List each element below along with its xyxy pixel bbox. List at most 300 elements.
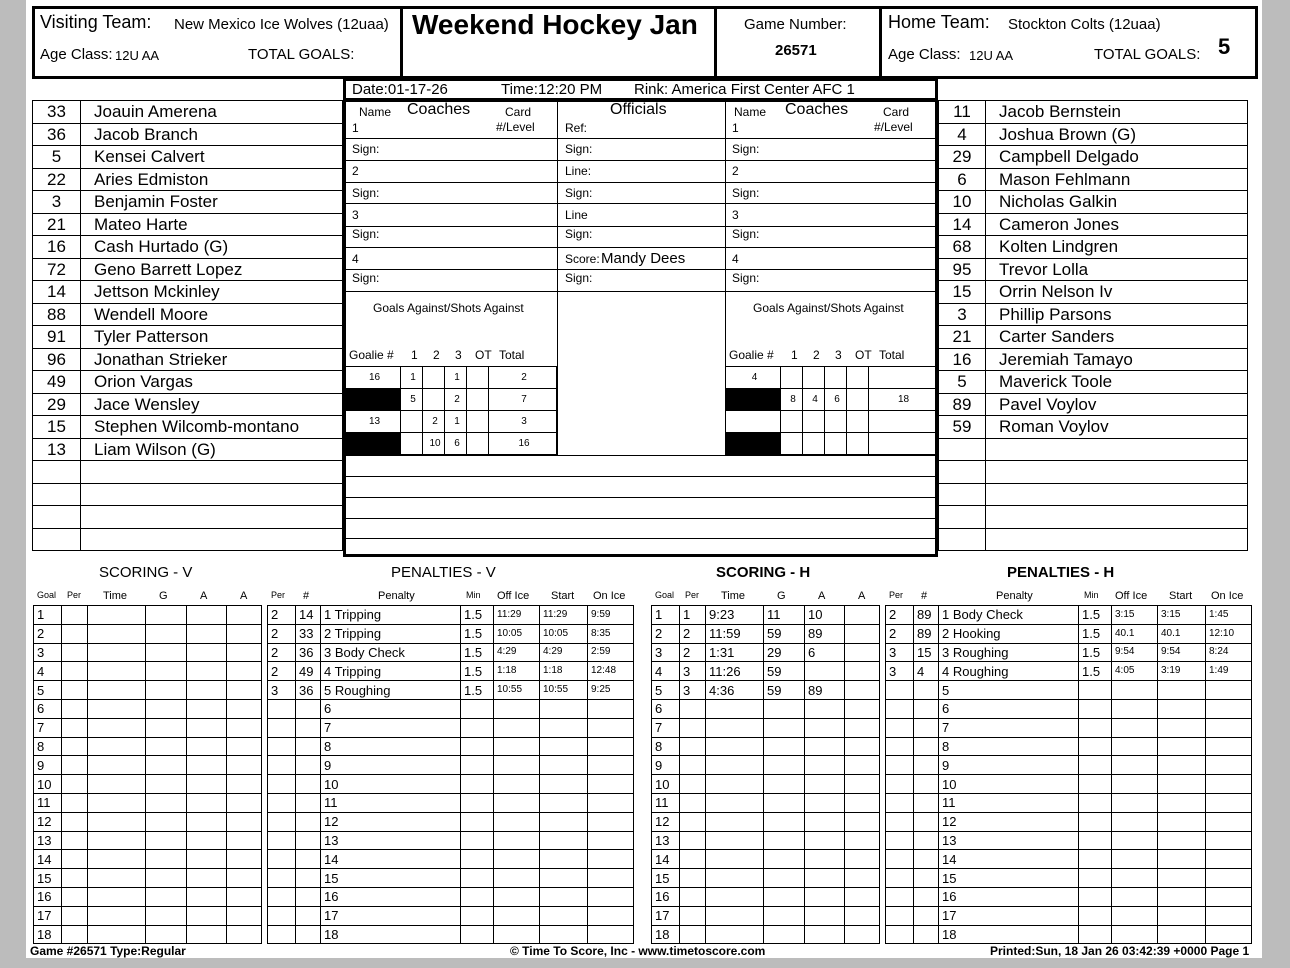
player-number: 22 bbox=[33, 168, 81, 191]
table-row bbox=[34, 831, 262, 850]
column-header: Per bbox=[685, 590, 700, 600]
on-ice bbox=[588, 906, 634, 925]
assist-1 bbox=[805, 906, 845, 925]
goal-scorer bbox=[764, 737, 805, 756]
table-row bbox=[268, 643, 634, 662]
period bbox=[886, 756, 914, 775]
table-row bbox=[268, 606, 634, 625]
player-number: 4 bbox=[939, 123, 986, 146]
roster-row bbox=[33, 123, 343, 146]
table-row bbox=[652, 624, 880, 643]
assist-2 bbox=[845, 869, 880, 888]
penalty: 10 bbox=[321, 775, 461, 794]
assist-2 bbox=[227, 737, 262, 756]
player-name: Roman Voylov bbox=[986, 416, 1248, 439]
assist-2 bbox=[845, 737, 880, 756]
table-row bbox=[268, 681, 634, 700]
roster-row bbox=[939, 393, 1248, 416]
assist-1: 89 bbox=[805, 624, 845, 643]
player-number bbox=[914, 775, 939, 794]
footer-copyright: © Time To Score, Inc - www.timetoscore.com bbox=[510, 944, 766, 958]
player-name bbox=[986, 506, 1248, 529]
table-row bbox=[886, 662, 1252, 681]
table-row bbox=[886, 869, 1252, 888]
roster-row bbox=[33, 528, 343, 551]
coach-v-3: 3 bbox=[352, 208, 359, 222]
start bbox=[1158, 850, 1206, 869]
on-ice bbox=[588, 850, 634, 869]
period: 2 bbox=[680, 624, 706, 643]
assist-1 bbox=[187, 699, 227, 718]
visiting-goals-label: TOTAL GOALS: bbox=[248, 46, 355, 63]
goalie-period-value bbox=[401, 411, 423, 433]
goalie-period-value bbox=[781, 411, 803, 433]
column-header: Goal bbox=[37, 590, 57, 600]
time bbox=[706, 793, 764, 812]
period bbox=[268, 906, 296, 925]
penalty: 6 bbox=[321, 699, 461, 718]
sign-v-1: Sign: bbox=[352, 142, 380, 156]
player-name: Geno Barrett Lopez bbox=[81, 258, 343, 281]
penalty: 9 bbox=[321, 756, 461, 775]
minutes: 1.5 bbox=[1079, 662, 1112, 681]
time: 11:59 bbox=[706, 624, 764, 643]
table-row bbox=[268, 624, 634, 643]
on-ice bbox=[588, 869, 634, 888]
assist-2 bbox=[227, 831, 262, 850]
column-header: A bbox=[818, 590, 826, 602]
player-number: 96 bbox=[33, 348, 81, 371]
goal-number: 1 bbox=[34, 606, 62, 625]
column-header: Off Ice bbox=[497, 590, 530, 602]
penalty: 3 Roughing bbox=[939, 643, 1079, 662]
goal-number: 1 bbox=[652, 606, 680, 625]
period: 2 bbox=[268, 624, 296, 643]
goalie-header-cell: OT bbox=[475, 348, 492, 362]
penalty: 7 bbox=[939, 718, 1079, 737]
player-name: Aries Edmiston bbox=[81, 168, 343, 191]
goalie-header-cell: Total bbox=[879, 348, 905, 362]
player-number bbox=[296, 925, 321, 944]
assist-1: 6 bbox=[805, 643, 845, 662]
visiting-roster bbox=[32, 100, 343, 551]
roster-row bbox=[33, 213, 343, 236]
period bbox=[886, 850, 914, 869]
goal-scorer bbox=[146, 887, 187, 906]
minutes bbox=[1079, 887, 1112, 906]
game-date: Date:01-17-26 bbox=[352, 81, 448, 98]
on-ice bbox=[1206, 699, 1252, 718]
goal-scorer bbox=[764, 793, 805, 812]
assist-1 bbox=[187, 756, 227, 775]
minutes bbox=[1079, 718, 1112, 737]
card-label-right: Card bbox=[883, 105, 910, 119]
goalie-period-value bbox=[781, 433, 803, 455]
game-number-label: Game Number: bbox=[744, 16, 847, 33]
line2-label: Line bbox=[565, 208, 588, 222]
roster-row bbox=[939, 101, 1248, 124]
goalie-header-cell: Goalie # bbox=[729, 348, 774, 362]
roster-row bbox=[33, 326, 343, 349]
assist-2 bbox=[845, 925, 880, 944]
goalie-period-value: 2 bbox=[423, 411, 445, 433]
player-number: 36 bbox=[33, 123, 81, 146]
period bbox=[268, 925, 296, 944]
roster-row bbox=[939, 146, 1248, 169]
roster-row bbox=[33, 281, 343, 304]
off-ice bbox=[494, 887, 540, 906]
period bbox=[680, 775, 706, 794]
off-ice bbox=[494, 793, 540, 812]
period bbox=[680, 906, 706, 925]
grid-line bbox=[345, 138, 936, 139]
off-ice: 4:05 bbox=[1112, 662, 1158, 681]
period: 3 bbox=[268, 681, 296, 700]
time bbox=[88, 831, 146, 850]
assist-2 bbox=[227, 681, 262, 700]
penalty: 12 bbox=[939, 812, 1079, 831]
minutes bbox=[461, 831, 494, 850]
player-name: Joauin Amerena bbox=[81, 101, 343, 124]
player-number: 15 bbox=[914, 643, 939, 662]
goalie-period-value: 10 bbox=[423, 433, 445, 455]
player-number bbox=[914, 756, 939, 775]
start bbox=[540, 812, 588, 831]
goal-scorer bbox=[146, 756, 187, 775]
period bbox=[886, 718, 914, 737]
on-ice bbox=[1206, 718, 1252, 737]
period bbox=[62, 831, 88, 850]
player-number: 33 bbox=[296, 624, 321, 643]
sign-o-2: Sign: bbox=[565, 186, 593, 200]
time bbox=[88, 718, 146, 737]
player-number: 29 bbox=[33, 393, 81, 416]
assist-2 bbox=[845, 775, 880, 794]
roster-row bbox=[939, 213, 1248, 236]
roster-row bbox=[33, 303, 343, 326]
player-number: 89 bbox=[914, 606, 939, 625]
player-name bbox=[986, 483, 1248, 506]
player-number: 59 bbox=[939, 416, 986, 439]
goalie-row bbox=[346, 433, 557, 455]
table-row bbox=[652, 737, 880, 756]
assist-1: 10 bbox=[805, 606, 845, 625]
goalie-period-value bbox=[869, 367, 936, 389]
table-row bbox=[268, 793, 634, 812]
time bbox=[706, 925, 764, 944]
roster-row bbox=[939, 348, 1248, 371]
column-header: # bbox=[303, 590, 310, 602]
assist-2 bbox=[227, 869, 262, 888]
time bbox=[88, 681, 146, 700]
goalie-number: 4 bbox=[726, 367, 781, 389]
period bbox=[62, 756, 88, 775]
penalty: 13 bbox=[321, 831, 461, 850]
assist-1 bbox=[805, 925, 845, 944]
off-ice bbox=[1112, 887, 1158, 906]
grid-line bbox=[345, 269, 936, 270]
player-name bbox=[81, 528, 343, 551]
period bbox=[62, 869, 88, 888]
goalie-period-value bbox=[423, 367, 445, 389]
assist-2 bbox=[845, 906, 880, 925]
roster-row bbox=[33, 348, 343, 371]
assist-2 bbox=[227, 718, 262, 737]
player-number: 6 bbox=[939, 168, 986, 191]
goalie-period-value: 7 bbox=[489, 389, 557, 411]
table-row bbox=[34, 643, 262, 662]
goalie-number bbox=[726, 411, 781, 433]
player-number: 49 bbox=[296, 662, 321, 681]
on-ice bbox=[1206, 887, 1252, 906]
player-number bbox=[939, 506, 986, 529]
goal-scorer bbox=[764, 906, 805, 925]
ref-label: Ref: bbox=[565, 121, 588, 135]
table-row bbox=[34, 812, 262, 831]
assist-1 bbox=[805, 756, 845, 775]
start: 3:19 bbox=[1158, 662, 1206, 681]
player-number: 72 bbox=[33, 258, 81, 281]
goal-scorer: 11 bbox=[764, 606, 805, 625]
roster-row bbox=[939, 236, 1248, 259]
goalie-header-cell: 1 bbox=[791, 348, 798, 362]
goal-scorer bbox=[764, 699, 805, 718]
goalie-row bbox=[346, 389, 557, 411]
goal-scorer: 59 bbox=[764, 681, 805, 700]
on-ice bbox=[588, 699, 634, 718]
player-name bbox=[81, 483, 343, 506]
player-number: 5 bbox=[939, 371, 986, 394]
goal-scorer bbox=[146, 662, 187, 681]
goalie-period-value: 5 bbox=[401, 389, 423, 411]
off-ice bbox=[494, 756, 540, 775]
time bbox=[706, 887, 764, 906]
scoring-v-table bbox=[33, 605, 262, 944]
on-ice: 8:24 bbox=[1206, 643, 1252, 662]
goalie-number bbox=[726, 389, 781, 411]
on-ice bbox=[588, 812, 634, 831]
roster-row bbox=[939, 258, 1248, 281]
player-number: 11 bbox=[939, 101, 986, 124]
penalty: 5 Roughing bbox=[321, 681, 461, 700]
player-name: Maverick Toole bbox=[986, 371, 1248, 394]
start bbox=[1158, 812, 1206, 831]
off-ice: 11:29 bbox=[494, 606, 540, 625]
minutes bbox=[461, 869, 494, 888]
period bbox=[680, 737, 706, 756]
penalty: 9 bbox=[939, 756, 1079, 775]
assist-1 bbox=[187, 737, 227, 756]
roster-row bbox=[939, 168, 1248, 191]
table-row bbox=[34, 925, 262, 944]
grid-line bbox=[345, 226, 936, 227]
minutes bbox=[1079, 850, 1112, 869]
table-row bbox=[886, 681, 1252, 700]
start bbox=[540, 793, 588, 812]
goal-scorer bbox=[146, 643, 187, 662]
time bbox=[706, 737, 764, 756]
player-name: Pavel Voylov bbox=[986, 393, 1248, 416]
goalie-number bbox=[346, 389, 401, 411]
footer-game-info: Game #26571 Type:Regular bbox=[30, 944, 186, 958]
time bbox=[88, 925, 146, 944]
period bbox=[62, 624, 88, 643]
assist-1 bbox=[805, 793, 845, 812]
minutes bbox=[1079, 775, 1112, 794]
penalty: 15 bbox=[321, 869, 461, 888]
column-header: Goal bbox=[655, 590, 675, 600]
goal-scorer bbox=[764, 756, 805, 775]
table-row bbox=[268, 831, 634, 850]
minutes bbox=[461, 925, 494, 944]
off-ice bbox=[494, 812, 540, 831]
goalie-header-cell: Goalie # bbox=[349, 348, 394, 362]
start bbox=[540, 737, 588, 756]
goalie-header-cell: 3 bbox=[835, 348, 842, 362]
goalie-header-cell: 3 bbox=[455, 348, 462, 362]
goal-number: 2 bbox=[34, 624, 62, 643]
column-header: Start bbox=[551, 590, 575, 602]
assist-1 bbox=[187, 869, 227, 888]
off-ice bbox=[1112, 681, 1158, 700]
on-ice: 1:49 bbox=[1206, 662, 1252, 681]
player-number bbox=[296, 869, 321, 888]
on-ice bbox=[1206, 756, 1252, 775]
period: 1 bbox=[680, 606, 706, 625]
minutes bbox=[1079, 681, 1112, 700]
table-row bbox=[652, 850, 880, 869]
on-ice bbox=[1206, 775, 1252, 794]
period bbox=[268, 831, 296, 850]
time bbox=[88, 869, 146, 888]
goal-number: 9 bbox=[652, 756, 680, 775]
assist-1 bbox=[187, 812, 227, 831]
goalie-period-value bbox=[401, 433, 423, 455]
period bbox=[268, 869, 296, 888]
home-team-name: Stockton Colts (12uaa) bbox=[1008, 16, 1161, 33]
assist-2 bbox=[845, 887, 880, 906]
grid-line bbox=[345, 160, 936, 161]
assist-2 bbox=[227, 643, 262, 662]
assist-1 bbox=[187, 718, 227, 737]
goals-against-label-v: Goals Against/Shots Against bbox=[373, 301, 524, 315]
player-name: Jettson Mckinley bbox=[81, 281, 343, 304]
period bbox=[268, 812, 296, 831]
off-ice bbox=[494, 869, 540, 888]
goalie-period-value: 18 bbox=[869, 389, 936, 411]
period bbox=[268, 793, 296, 812]
player-name: Jeremiah Tamayo bbox=[986, 348, 1248, 371]
minutes bbox=[461, 699, 494, 718]
goal-number: 15 bbox=[34, 869, 62, 888]
off-ice bbox=[494, 737, 540, 756]
goal-number: 17 bbox=[652, 906, 680, 925]
off-ice bbox=[1112, 831, 1158, 850]
off-ice: 1:18 bbox=[494, 662, 540, 681]
off-ice bbox=[494, 775, 540, 794]
period: 2 bbox=[886, 624, 914, 643]
column-header: Penalty bbox=[996, 590, 1033, 602]
goal-scorer bbox=[146, 906, 187, 925]
assist-1 bbox=[805, 831, 845, 850]
penalty: 1 Tripping bbox=[321, 606, 461, 625]
time: 1:31 bbox=[706, 643, 764, 662]
player-number: 21 bbox=[33, 213, 81, 236]
column-header: On Ice bbox=[593, 590, 626, 602]
officials-box bbox=[343, 99, 938, 557]
table-row bbox=[652, 662, 880, 681]
off-ice bbox=[1112, 699, 1158, 718]
off-ice bbox=[494, 906, 540, 925]
player-name bbox=[986, 528, 1248, 551]
off-ice bbox=[1112, 850, 1158, 869]
period: 2 bbox=[268, 662, 296, 681]
time bbox=[88, 662, 146, 681]
table-row bbox=[34, 793, 262, 812]
goalie-row bbox=[346, 367, 557, 389]
minutes bbox=[1079, 756, 1112, 775]
goalie-period-value bbox=[825, 433, 847, 455]
penalty: 3 Body Check bbox=[321, 643, 461, 662]
on-ice: 9:59 bbox=[588, 606, 634, 625]
column-header: A bbox=[200, 590, 208, 602]
start bbox=[540, 887, 588, 906]
player-number bbox=[296, 812, 321, 831]
time: 9:23 bbox=[706, 606, 764, 625]
minutes bbox=[461, 850, 494, 869]
on-ice bbox=[588, 775, 634, 794]
goalie-header-cell: 2 bbox=[813, 348, 820, 362]
player-name: Nicholas Galkin bbox=[986, 191, 1248, 214]
player-number: 91 bbox=[33, 326, 81, 349]
penalty: 1 Body Check bbox=[939, 606, 1079, 625]
period bbox=[680, 887, 706, 906]
goal-scorer bbox=[764, 925, 805, 944]
on-ice bbox=[588, 793, 634, 812]
assist-2 bbox=[845, 606, 880, 625]
penalty: 13 bbox=[939, 831, 1079, 850]
on-ice: 12:10 bbox=[1206, 624, 1252, 643]
player-number bbox=[296, 850, 321, 869]
time bbox=[88, 699, 146, 718]
time bbox=[88, 624, 146, 643]
time bbox=[88, 812, 146, 831]
coach-h-3: 3 bbox=[732, 208, 739, 222]
table-row bbox=[652, 887, 880, 906]
player-number bbox=[33, 506, 81, 529]
off-ice bbox=[1112, 756, 1158, 775]
goalie-period-value: 1 bbox=[445, 367, 467, 389]
player-number: 5 bbox=[33, 146, 81, 169]
time: 4:36 bbox=[706, 681, 764, 700]
player-name: Orrin Nelson Iv bbox=[986, 281, 1248, 304]
player-number: 88 bbox=[33, 303, 81, 326]
goalie-period-value bbox=[825, 411, 847, 433]
player-number: 29 bbox=[939, 146, 986, 169]
goal-number: 11 bbox=[652, 793, 680, 812]
goal-scorer bbox=[146, 606, 187, 625]
player-number: 21 bbox=[939, 326, 986, 349]
column-header: On Ice bbox=[1211, 590, 1244, 602]
goal-number: 17 bbox=[34, 906, 62, 925]
column-header: Off Ice bbox=[1115, 590, 1148, 602]
period bbox=[62, 850, 88, 869]
player-number bbox=[296, 737, 321, 756]
table-row bbox=[652, 906, 880, 925]
start bbox=[1158, 718, 1206, 737]
goal-scorer bbox=[146, 869, 187, 888]
assist-1 bbox=[187, 662, 227, 681]
